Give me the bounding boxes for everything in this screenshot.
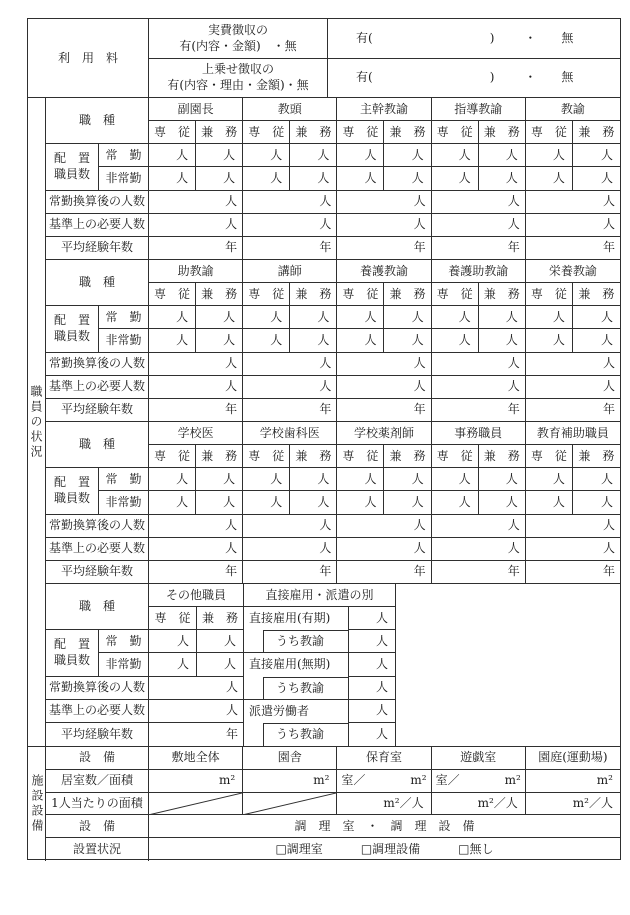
- experience-years-cell[interactable]: 年: [243, 561, 337, 584]
- equipment-label: 設 備: [46, 747, 149, 770]
- count-cell[interactable]: 人: [349, 607, 396, 630]
- facility-section: [28, 746, 620, 861]
- dedicated-header: 専 従: [149, 283, 196, 306]
- kitchen-equipment-row: 調 理 室 ・ 調 理 設 備: [149, 815, 620, 838]
- required-count-cell[interactable]: 人: [526, 376, 620, 399]
- count-cell[interactable]: 人: [349, 630, 396, 653]
- placement-count-label: 配 置 職員数: [46, 468, 99, 514]
- required-count-cell[interactable]: 人: [337, 214, 431, 237]
- job-name-cell: 指導教諭: [432, 98, 526, 121]
- placement-count-label: 配 置 職員数: [46, 306, 99, 352]
- count-cell[interactable]: 人: [290, 468, 337, 491]
- count-cell[interactable]: 人: [196, 329, 243, 352]
- dedicated-header: 専 従: [243, 121, 290, 144]
- experience-years-cell[interactable]: 年: [337, 399, 431, 422]
- required-count-cell[interactable]: 人: [149, 538, 243, 561]
- fte-converted-label: 常勤換算後の人数: [46, 191, 149, 214]
- staff-blocks: [46, 98, 620, 746]
- count-cell[interactable]: 人: [337, 167, 384, 190]
- count-cell[interactable]: 人: [149, 468, 196, 491]
- value-open-paren: 有(: [356, 30, 373, 45]
- count-cell[interactable]: 人: [432, 167, 479, 190]
- rooms-area-cell[interactable]: [432, 770, 526, 793]
- count-cell[interactable]: 人: [149, 306, 196, 329]
- count-cell[interactable]: 人: [573, 167, 620, 190]
- fte-count-cell[interactable]: 人: [337, 191, 431, 214]
- fulltime-label: 常 勤: [99, 306, 149, 329]
- concurrent-header: 兼 務: [290, 445, 337, 468]
- concurrent-header: 兼 務: [479, 121, 526, 144]
- concurrent-header: 兼 務: [196, 445, 243, 468]
- count-cell[interactable]: 人: [384, 167, 431, 190]
- count-cell[interactable]: 人: [197, 653, 244, 676]
- fte-count-cell[interactable]: 人: [526, 191, 620, 214]
- count-cell[interactable]: 人: [526, 329, 573, 352]
- count-cell[interactable]: 人: [432, 329, 479, 352]
- count-cell[interactable]: 人: [349, 677, 396, 700]
- required-count-cell[interactable]: 人: [149, 376, 243, 399]
- dedicated-header: 専 従: [432, 445, 479, 468]
- none-checkbox[interactable]: □無し: [458, 842, 494, 857]
- count-cell[interactable]: 人: [243, 468, 290, 491]
- not-applicable-diagonal: [243, 793, 337, 816]
- dedicated-header: 専 従: [432, 283, 479, 306]
- job-type-label: 職 種: [46, 98, 149, 144]
- job-name-cell: 助教諭: [149, 260, 243, 283]
- value-open-paren: 有(: [356, 70, 373, 85]
- staff-block: [46, 260, 620, 422]
- fte-count-cell[interactable]: 人: [149, 353, 243, 376]
- required-count-cell[interactable]: 人: [243, 214, 337, 237]
- concurrent-header: 兼 務: [573, 283, 620, 306]
- job-name-cell: 養護教諭: [337, 260, 431, 283]
- experience-years-cell[interactable]: 年: [149, 723, 244, 746]
- not-applicable-diagonal: [149, 793, 243, 816]
- form-table: [27, 18, 621, 860]
- required-standard-label: 基準上の必要人数: [46, 214, 149, 237]
- experience-years-cell[interactable]: 年: [432, 561, 526, 584]
- job-name-cell: その他職員: [149, 584, 244, 607]
- count-cell[interactable]: 人: [573, 329, 620, 352]
- avg-experience-label: 平均経験年数: [46, 723, 149, 746]
- value-none: 無: [561, 30, 574, 45]
- dedicated-header: 専 従: [149, 445, 196, 468]
- area-cell[interactable]: m²: [243, 770, 337, 793]
- required-standard-label: 基準上の必要人数: [46, 376, 149, 399]
- fte-count-cell[interactable]: 人: [149, 677, 244, 700]
- count-cell[interactable]: 人: [196, 167, 243, 190]
- count-cell[interactable]: 人: [243, 306, 290, 329]
- facility-column-header: 遊戯室: [432, 747, 526, 770]
- surcharge-line1: 上乗せ徴収の: [201, 62, 274, 77]
- required-count-cell[interactable]: 人: [243, 376, 337, 399]
- indent-spacer: [244, 630, 264, 653]
- count-cell[interactable]: 人: [197, 630, 244, 653]
- other-staff-block: [46, 584, 620, 746]
- surcharge-collection-label: [149, 59, 328, 99]
- dedicated-header: 専 従: [337, 121, 384, 144]
- count-cell[interactable]: 人: [432, 306, 479, 329]
- fte-converted-label: 常勤換算後の人数: [46, 677, 149, 700]
- concurrent-header: 兼 務: [197, 607, 244, 630]
- count-cell[interactable]: 人: [337, 144, 384, 167]
- fte-count-cell[interactable]: 人: [243, 515, 337, 538]
- actual-cost-line2: 有(内容・金額) ・無: [179, 38, 297, 53]
- count-cell[interactable]: 人: [526, 167, 573, 190]
- facility-section-side-label: 施設設備: [30, 773, 44, 834]
- experience-years-cell[interactable]: 年: [526, 561, 620, 584]
- rooms-area-cell[interactable]: [337, 770, 431, 793]
- actual-cost-line1: 実費徴収の: [207, 22, 268, 37]
- fte-converted-label: 常勤換算後の人数: [46, 515, 149, 538]
- fee-section-label: 利 用 料: [28, 19, 149, 98]
- rooms-area-label: 居室数／面積: [46, 770, 149, 793]
- sqm-unit: m²: [504, 773, 521, 788]
- count-cell[interactable]: 人: [573, 144, 620, 167]
- placement-count-label: 配 置 職員数: [46, 144, 99, 190]
- dedicated-header: 専 従: [149, 607, 197, 630]
- value-dot: ・: [524, 70, 537, 85]
- concurrent-header: 兼 務: [573, 121, 620, 144]
- count-cell[interactable]: 人: [573, 306, 620, 329]
- staff-section-side-label: 職員の状況: [29, 384, 43, 460]
- facility-column-header: 敷地全体: [149, 747, 243, 770]
- count-cell[interactable]: 人: [432, 491, 479, 514]
- count-cell[interactable]: 人: [290, 491, 337, 514]
- count-cell[interactable]: 人: [479, 167, 526, 190]
- fte-count-cell[interactable]: 人: [149, 191, 243, 214]
- count-cell[interactable]: 人: [384, 306, 431, 329]
- installation-status-label: 設置状況: [46, 838, 149, 861]
- experience-years-cell[interactable]: 年: [243, 399, 337, 422]
- concurrent-header: 兼 務: [573, 445, 620, 468]
- required-standard-label: 基準上の必要人数: [46, 538, 149, 561]
- concurrent-header: 兼 務: [479, 445, 526, 468]
- kitchen-room-checkbox[interactable]: □調理室: [275, 842, 323, 857]
- staff-block: [46, 422, 620, 584]
- rooms-prefix: 室／: [341, 773, 366, 788]
- count-cell[interactable]: 人: [573, 491, 620, 514]
- parttime-label: 非常勤: [99, 329, 149, 352]
- facility-column-header: 園庭(運動場): [526, 747, 620, 770]
- sqm-unit: m²: [410, 773, 427, 788]
- parttime-label: 非常勤: [99, 491, 149, 514]
- count-cell[interactable]: 人: [290, 144, 337, 167]
- required-count-cell[interactable]: 人: [432, 214, 526, 237]
- count-cell[interactable]: 人: [349, 700, 396, 723]
- count-cell[interactable]: 人: [384, 144, 431, 167]
- count-cell[interactable]: 人: [196, 144, 243, 167]
- experience-years-cell[interactable]: 年: [432, 237, 526, 260]
- concurrent-header: 兼 務: [290, 283, 337, 306]
- job-name-cell: 主幹教諭: [337, 98, 431, 121]
- count-cell[interactable]: 人: [243, 329, 290, 352]
- count-cell[interactable]: 人: [349, 653, 396, 676]
- fulltime-label: 常 勤: [99, 468, 149, 491]
- concurrent-header: 兼 務: [290, 121, 337, 144]
- required-count-cell[interactable]: 人: [432, 376, 526, 399]
- dedicated-header: 専 従: [526, 283, 573, 306]
- actual-cost-collection-label: [149, 19, 328, 59]
- avg-experience-label: 平均経験年数: [46, 399, 149, 422]
- required-count-cell[interactable]: 人: [337, 538, 431, 561]
- required-count-cell[interactable]: 人: [337, 376, 431, 399]
- avg-experience-label: 平均経験年数: [46, 237, 149, 260]
- count-cell[interactable]: 人: [337, 491, 384, 514]
- count-cell[interactable]: 人: [290, 167, 337, 190]
- count-cell[interactable]: 人: [196, 491, 243, 514]
- of-which-teachers-label: うち教諭: [264, 677, 349, 700]
- concurrent-header: 兼 務: [384, 283, 431, 306]
- experience-years-cell[interactable]: 年: [243, 237, 337, 260]
- count-cell[interactable]: 人: [149, 329, 196, 352]
- dedicated-header: 専 従: [243, 283, 290, 306]
- actual-cost-value-cell[interactable]: [328, 19, 620, 59]
- fte-count-cell[interactable]: 人: [337, 353, 431, 376]
- area-cell[interactable]: m²: [526, 770, 620, 793]
- job-name-cell: 学校医: [149, 422, 243, 445]
- fte-count-cell[interactable]: 人: [432, 353, 526, 376]
- equipment2-label: 設 備: [46, 815, 149, 838]
- count-cell[interactable]: 人: [432, 468, 479, 491]
- fee-section: [28, 19, 620, 98]
- concurrent-header: 兼 務: [196, 121, 243, 144]
- fte-converted-label: 常勤換算後の人数: [46, 353, 149, 376]
- value-none: 無: [561, 70, 574, 85]
- experience-years-cell[interactable]: 年: [337, 561, 431, 584]
- avg-experience-label: 平均経験年数: [46, 561, 149, 584]
- fte-count-cell[interactable]: 人: [526, 353, 620, 376]
- fte-count-cell[interactable]: 人: [432, 191, 526, 214]
- staff-block: [46, 98, 620, 260]
- area-per-person-cell[interactable]: m²／人: [432, 793, 526, 816]
- count-cell[interactable]: 人: [290, 329, 337, 352]
- fulltime-label: 常 勤: [99, 630, 149, 653]
- job-type-label: 職 種: [46, 584, 149, 630]
- empty-area: [396, 584, 620, 746]
- count-cell[interactable]: 人: [149, 144, 196, 167]
- surcharge-line2: 有(内容・理由・金額)・無: [167, 78, 309, 93]
- job-name-cell: 教頭: [243, 98, 337, 121]
- experience-years-cell[interactable]: 年: [526, 399, 620, 422]
- parttime-label: 非常勤: [99, 653, 149, 676]
- job-name-cell: 栄養教諭: [526, 260, 620, 283]
- facility-column-header: 保育室: [337, 747, 431, 770]
- fte-count-cell[interactable]: 人: [149, 515, 243, 538]
- count-cell[interactable]: 人: [479, 468, 526, 491]
- direct-permanent-label: 直接雇用(無期): [244, 653, 349, 676]
- count-cell[interactable]: 人: [384, 329, 431, 352]
- count-cell[interactable]: 人: [196, 306, 243, 329]
- fte-count-cell[interactable]: 人: [243, 353, 337, 376]
- installation-status-options: [149, 838, 620, 861]
- required-count-cell[interactable]: 人: [432, 538, 526, 561]
- facility-section-side-strip: [28, 747, 46, 861]
- job-name-cell: 教育補助職員: [526, 422, 620, 445]
- experience-years-cell[interactable]: 年: [432, 399, 526, 422]
- indent-spacer: [244, 723, 264, 746]
- employment-type-header: 直接雇用・派遣の別: [244, 584, 396, 607]
- count-cell[interactable]: 人: [149, 653, 197, 676]
- job-type-label: 職 種: [46, 260, 149, 306]
- count-cell[interactable]: 人: [432, 144, 479, 167]
- kitchen-equipment-checkbox[interactable]: □調理設備: [360, 842, 421, 857]
- fte-count-cell[interactable]: 人: [526, 515, 620, 538]
- count-cell[interactable]: 人: [290, 306, 337, 329]
- required-count-cell[interactable]: 人: [526, 538, 620, 561]
- experience-years-cell[interactable]: 年: [149, 237, 243, 260]
- job-name-cell: 副園長: [149, 98, 243, 121]
- concurrent-header: 兼 務: [479, 283, 526, 306]
- facility-column-header: 園舎: [243, 747, 337, 770]
- count-cell[interactable]: 人: [243, 144, 290, 167]
- experience-years-cell[interactable]: 年: [337, 237, 431, 260]
- count-cell[interactable]: 人: [349, 723, 396, 746]
- count-cell[interactable]: 人: [196, 468, 243, 491]
- parttime-label: 非常勤: [99, 167, 149, 190]
- job-type-label: 職 種: [46, 422, 149, 468]
- count-cell[interactable]: 人: [243, 491, 290, 514]
- experience-years-cell[interactable]: 年: [149, 399, 243, 422]
- required-count-cell[interactable]: 人: [243, 538, 337, 561]
- of-which-teachers-label: うち教諭: [264, 723, 349, 746]
- dedicated-header: 専 従: [243, 445, 290, 468]
- required-count-cell[interactable]: 人: [149, 700, 244, 723]
- area-per-person-label: 1人当たりの面積: [46, 793, 149, 816]
- job-name-cell: 学校歯科医: [243, 422, 337, 445]
- concurrent-header: 兼 務: [196, 283, 243, 306]
- job-name-cell: 学校薬剤師: [337, 422, 431, 445]
- count-cell[interactable]: 人: [526, 306, 573, 329]
- job-name-cell: 事務職員: [432, 422, 526, 445]
- job-name-cell: 養護助教諭: [432, 260, 526, 283]
- dedicated-header: 専 従: [526, 121, 573, 144]
- fte-count-cell[interactable]: 人: [337, 515, 431, 538]
- required-count-cell[interactable]: 人: [149, 214, 243, 237]
- rooms-prefix: 室／: [435, 773, 460, 788]
- count-cell[interactable]: 人: [479, 491, 526, 514]
- fte-count-cell[interactable]: 人: [432, 515, 526, 538]
- dedicated-header: 専 従: [432, 121, 479, 144]
- experience-years-cell[interactable]: 年: [526, 237, 620, 260]
- count-cell[interactable]: 人: [526, 491, 573, 514]
- count-cell[interactable]: 人: [526, 144, 573, 167]
- surcharge-value-cell[interactable]: [328, 59, 620, 99]
- concurrent-header: 兼 務: [384, 121, 431, 144]
- concurrent-header: 兼 務: [384, 445, 431, 468]
- fulltime-label: 常 勤: [99, 144, 149, 167]
- experience-years-cell[interactable]: 年: [149, 561, 243, 584]
- count-cell[interactable]: 人: [526, 468, 573, 491]
- dedicated-header: 専 従: [337, 445, 384, 468]
- count-cell[interactable]: 人: [337, 468, 384, 491]
- value-close-paren: ): [489, 70, 495, 85]
- staff-section-side-strip: [28, 98, 46, 746]
- count-cell[interactable]: 人: [479, 306, 526, 329]
- staff-section: [28, 98, 620, 746]
- placement-count-label: 配 置 職員数: [46, 630, 99, 676]
- count-cell[interactable]: 人: [479, 329, 526, 352]
- dispatched-worker-label: 派遣労働者: [244, 700, 349, 723]
- value-dot: ・: [524, 30, 537, 45]
- required-count-cell[interactable]: 人: [526, 214, 620, 237]
- area-cell[interactable]: m²: [149, 770, 243, 793]
- value-close-paren: ): [489, 30, 495, 45]
- dedicated-header: 専 従: [149, 121, 196, 144]
- dedicated-header: 専 従: [337, 283, 384, 306]
- count-cell[interactable]: 人: [337, 306, 384, 329]
- count-cell[interactable]: 人: [337, 329, 384, 352]
- job-name-cell: 講師: [243, 260, 337, 283]
- of-which-teachers-label: うち教諭: [264, 630, 349, 653]
- count-cell[interactable]: 人: [479, 144, 526, 167]
- count-cell[interactable]: 人: [243, 167, 290, 190]
- count-cell[interactable]: 人: [149, 630, 197, 653]
- count-cell[interactable]: 人: [573, 468, 620, 491]
- dedicated-header: 専 従: [526, 445, 573, 468]
- indent-spacer: [244, 677, 264, 700]
- required-standard-label: 基準上の必要人数: [46, 700, 149, 723]
- job-name-cell: 教諭: [526, 98, 620, 121]
- count-cell[interactable]: 人: [384, 468, 431, 491]
- count-cell[interactable]: 人: [384, 491, 431, 514]
- count-cell[interactable]: 人: [149, 167, 196, 190]
- direct-fixed-term-label: 直接雇用(有期): [244, 607, 349, 630]
- area-per-person-cell[interactable]: m²／人: [337, 793, 431, 816]
- area-per-person-cell[interactable]: m²／人: [526, 793, 620, 816]
- count-cell[interactable]: 人: [149, 491, 196, 514]
- fte-count-cell[interactable]: 人: [243, 191, 337, 214]
